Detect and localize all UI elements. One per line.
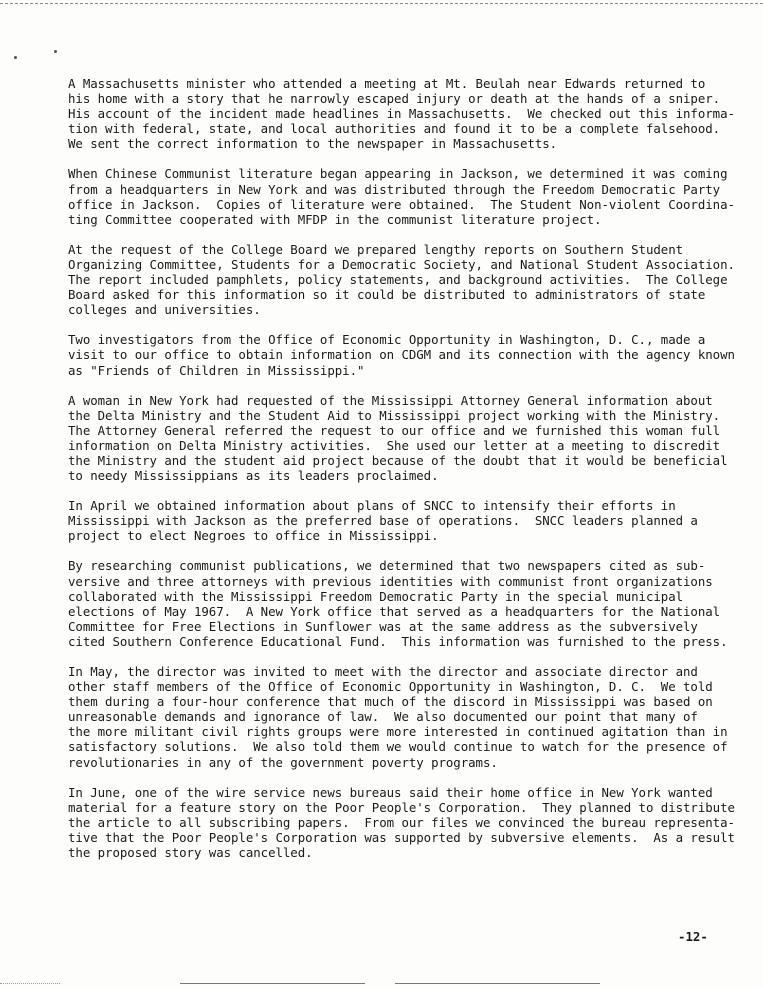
bottom-dotted-rule: [0, 983, 60, 984]
bottom-rule-right: [395, 983, 600, 984]
text-line: to needy Mississippians as its leaders proclaimed.: [68, 468, 439, 484]
scan-speck: [54, 50, 57, 53]
text-line: Organizing Committee, Students for a Democratic Society, and National Student Association.: [68, 256, 735, 272]
text-line: project to elect Negroes to office in Mississippi.: [68, 528, 439, 544]
text-line: colleges and universities.: [68, 302, 261, 318]
text-line: the Delta Ministry and the Student Aid to Mississippi project working with the Ministry.: [68, 407, 721, 423]
text-line: versive and three attorneys with previous identities with communist front organizations: [68, 573, 713, 589]
text-line: In May, the director was invited to meet with the director and associate director and: [68, 664, 698, 679]
text-line: In April we obtained information about plans of SNCC to intensify their efforts in: [68, 498, 676, 514]
text-line: When Chinese Communist literature began appearing in Jackson, we determined it was coming: [68, 166, 728, 182]
paragraph: [68, 393, 758, 484]
text-line: In June, one of the wire service news bureaus said their home office in New York wanted: [68, 784, 713, 800]
text-line: collaborated with the Mississippi Freedom Democratic Party in the special municipal: [68, 588, 684, 604]
text-line: satisfactory solutions. We also told them we would continue to watch for the presence of: [68, 739, 728, 755]
text-line: unreasonable demands and ignorance of law. We also documented our point that many of: [68, 709, 698, 725]
text-line: The report included pamphlets, policy statements, and background activities. The College: [68, 272, 728, 288]
text-line: information on Delta Ministry activities. She used our letter at a meeting to discredit: [68, 437, 721, 453]
page-number: -12-: [678, 929, 708, 944]
text-line: them during a four-hour conference that much of the discord in Mississippi was based on: [68, 694, 713, 710]
text-line: office in Jackson. Copies of literature were obtained. The Student Non-violent Coordina-: [68, 196, 735, 212]
paragraph: [68, 332, 758, 377]
text-line: other staff members of the Office of Economic Opportunity in Washington, D. C. We told: [68, 679, 713, 695]
bottom-rule-left: [180, 983, 365, 984]
paragraph: [68, 558, 758, 649]
text-line: material for a feature story on the Poor People's Corporation. They planned to distribute: [68, 799, 735, 815]
text-line: his home with a story that he narrowly escaped injury or death at the hands of a sniper.: [68, 91, 721, 107]
text-line: His account of the incident made headlines in Massachusetts. We checked out this informa-: [68, 106, 735, 122]
paragraph: [68, 76, 758, 151]
text-line: tive that the Poor People's Corporation was supported by subversive elements. As a result: [68, 829, 735, 845]
text-line: from a headquarters in New York and was distributed through the Freedom Democratic Party: [68, 181, 721, 197]
text-line: ting Committee cooperated with MFDP in the communist literature project.: [68, 211, 602, 227]
top-dashed-rule: [0, 3, 763, 4]
text-line: Committee for Free Elections in Sunflower was at the same address as the subversively: [68, 618, 698, 634]
text-line: the proposed story was cancelled.: [68, 845, 313, 861]
text-line: At the request of the College Board we prepared lengthy reports on Southern Student: [68, 241, 684, 257]
paragraph: [68, 166, 758, 226]
text-line: Two investigators from the Office of Economic Opportunity in Washington, D. C., made a: [68, 332, 706, 348]
text-line: A Massachusetts minister who attended a meeting at Mt. Beulah near Edwards returned to: [68, 76, 706, 91]
text-line: the more militant civil rights groups were more interested in continued agitation than in: [68, 724, 728, 740]
text-line: We sent the correct information to the newspaper in Massachusetts.: [68, 136, 558, 152]
text-line: visit to our office to obtain information on CDGM and its connection with the agency known: [68, 347, 735, 363]
text-line: elections of May 1967. A New York office that served as a headquarters for the National: [68, 603, 721, 619]
scan-speck: [14, 56, 17, 59]
text-line: as "Friends of Children in Mississippi.": [68, 362, 365, 378]
paragraph: [68, 664, 758, 770]
text-line: tion with federal, state, and local authorities and found it to be a complete falsehood.: [68, 121, 721, 137]
text-line: By researching communist publications, we determined that two newspapers cited as sub-: [68, 558, 706, 574]
text-line: revolutionaries in any of the government poverty programs.: [68, 754, 498, 770]
text-line: Board asked for this information so it could be distributed to administrators of state: [68, 287, 706, 303]
paragraph: [68, 498, 758, 543]
paragraph: [68, 785, 758, 860]
text-line: The Attorney General referred the request to our office and we furnished this woman full: [68, 422, 721, 438]
text-line: A woman in New York had requested of the Mississippi Attorney General information about: [68, 392, 713, 408]
text-line: the article to all subscribing papers. From our files we convinced the bureau representa-: [68, 814, 735, 830]
text-line: Mississippi with Jackson as the preferred base of operations. SNCC leaders planned a: [68, 513, 698, 529]
text-line: the Ministry and the student aid project because of the doubt that it would be beneficial: [68, 452, 728, 468]
document-body: [68, 76, 758, 875]
paragraph: [68, 242, 758, 317]
text-line: cited Southern Conference Educational Fund. This information was furnished to the press.: [68, 633, 728, 649]
